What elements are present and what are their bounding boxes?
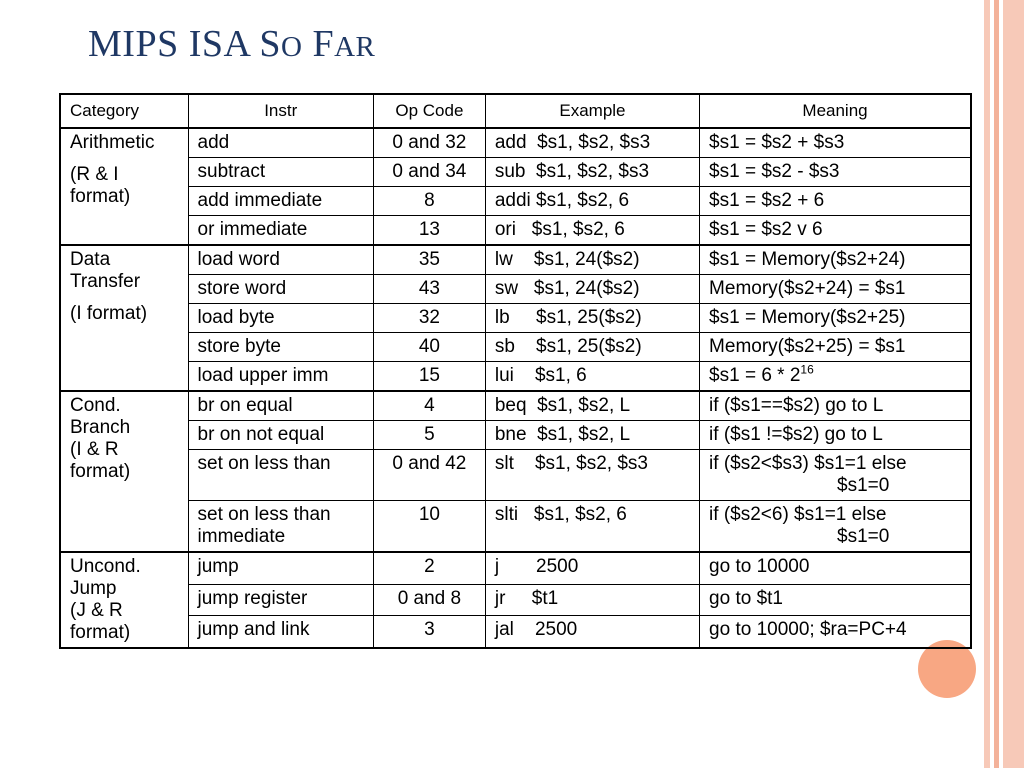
opcode-cell: 43 [373,275,485,304]
example-cell: sw $s1, 24($s2) [485,275,699,304]
meaning-text: Memory($s2+25) = $s1 [709,336,906,357]
table-row [60,304,971,333]
meaning-text-continued: $s1=0 [837,475,890,496]
table-row [60,616,971,648]
example-cell: lui $s1, 6 [485,362,699,392]
meaning-text: $s1 = $s2 - $s3 [709,161,840,182]
category-label: Branch [70,417,131,438]
meaning-cell [700,187,971,216]
opcode-cell: 5 [373,421,485,450]
opcode-cell: 0 and 8 [373,584,485,616]
meaning-cell [700,158,971,187]
meaning-cell [700,501,971,553]
header-meaning: Meaning [700,94,971,128]
table-row [60,450,971,501]
meaning-text: go to 10000; $ra=PC+4 [709,619,907,641]
opcode-cell: 0 and 34 [373,158,485,187]
meaning-cell [700,304,971,333]
table-row [60,584,971,616]
category-label: Arithmetic [70,132,155,153]
table-row [60,216,971,246]
decor-stripe [994,0,999,768]
category-label: Uncond. [70,556,141,577]
category-label: Cond. [70,395,121,416]
table-row [60,333,971,362]
opcode-cell: 3 [373,616,485,648]
meaning-text: $s1 = Memory($s2+25) [709,307,906,328]
meaning-cell [700,275,971,304]
category-cell [60,128,188,245]
category-label: format) [70,461,131,482]
category-label: (J & R [70,600,123,621]
meaning-text: if ($s1 !=$s2) go to L [709,424,883,445]
instr-cell: br on not equal [188,421,373,450]
instr-cell: br on equal [188,391,373,421]
example-cell: beq $s1, $s2, L [485,391,699,421]
meaning-cell [700,362,971,392]
table-row [60,552,971,584]
meaning-text: if ($s1==$s2) go to L [709,395,884,416]
meaning-cell [700,333,971,362]
instr-cell: add immediate [188,187,373,216]
example-cell: jal 2500 [485,616,699,648]
header-category: Category [60,94,188,128]
opcode-cell: 0 and 42 [373,450,485,501]
example-cell: slti $s1, $s2, 6 [485,501,699,553]
header-opcode: Op Code [373,94,485,128]
example-cell: j 2500 [485,552,699,584]
category-cell [60,391,188,552]
meaning-text: if ($s2<$s3) $s1=1 else [709,453,907,474]
meaning-text: $s1 = $s2 + $s3 [709,132,845,153]
category-cell [60,245,188,391]
header-example: Example [485,94,699,128]
meaning-text: if ($s2<6) $s1=1 else [709,504,887,525]
example-cell: add $s1, $s2, $s3 [485,128,699,158]
instr-cell: store word [188,275,373,304]
example-cell: slt $s1, $s2, $s3 [485,450,699,501]
opcode-cell: 32 [373,304,485,333]
table-row [60,421,971,450]
table-row [60,275,971,304]
meaning-cell [700,391,971,421]
instr-cell: set on less than immediate [188,501,373,553]
example-cell: addi $s1, $s2, 6 [485,187,699,216]
header-instr: Instr [188,94,373,128]
opcode-cell: 0 and 32 [373,128,485,158]
meaning-text: $s1 = Memory($s2+24) [709,249,906,270]
decor-stripe [984,0,990,768]
meaning-superscript: 16 [800,362,814,377]
table-row [60,245,971,275]
category-label: (I & R [70,439,119,460]
meaning-text: go to 10000 [709,556,810,577]
meaning-cell [700,216,971,246]
category-gap [70,154,179,164]
instr-cell: or immediate [188,216,373,246]
table-row [60,187,971,216]
isa-table [59,93,972,649]
meaning-cell [700,450,971,501]
table-row [60,501,971,553]
table-row [60,391,971,421]
instr-cell: add [188,128,373,158]
instr-cell: load word [188,245,373,275]
category-label: format) [70,622,131,643]
example-cell: jr $t1 [485,584,699,616]
category-cell [60,552,188,648]
category-format: (I format) [70,303,148,324]
category-gap [70,293,179,303]
meaning-cell [700,128,971,158]
header-row [60,94,971,128]
category-label: Jump [70,578,117,599]
category-label: Transfer [70,271,141,292]
meaning-text: $s1 = $s2 + 6 [709,190,825,211]
opcode-cell: 2 [373,552,485,584]
table-row [60,128,971,158]
example-cell: lb $s1, 25($s2) [485,304,699,333]
meaning-cell [700,584,971,616]
instr-cell: store byte [188,333,373,362]
meaning-text: go to $t1 [709,587,783,609]
meaning-cell [700,245,971,275]
opcode-cell: 40 [373,333,485,362]
example-cell: lw $s1, 24($s2) [485,245,699,275]
opcode-cell: 15 [373,362,485,392]
meaning-cell [700,616,971,648]
meaning-text: Memory($s2+24) = $s1 [709,278,906,299]
meaning-cell [700,552,971,584]
table-row [60,362,971,392]
meaning-text-continued: $s1=0 [837,526,890,547]
meaning-text: $s1 = 6 * 2 [709,365,801,386]
instr-cell: jump register [188,584,373,616]
decor-stripe [1003,0,1024,768]
instr-cell: jump and link [188,616,373,648]
meaning-text: $s1 = $s2 v 6 [709,219,823,240]
instr-cell: load byte [188,304,373,333]
instr-cell: load upper imm [188,362,373,392]
opcode-cell: 4 [373,391,485,421]
instr-cell: jump [188,552,373,584]
opcode-cell: 35 [373,245,485,275]
category-format: format) [70,186,131,207]
instr-cell: subtract [188,158,373,187]
category-format: (R & I [70,164,119,185]
opcode-cell: 8 [373,187,485,216]
meaning-cell [700,421,971,450]
example-cell: ori $s1, $s2, 6 [485,216,699,246]
opcode-cell: 10 [373,501,485,553]
slide-title: MIPS ISA SO FAR [88,23,376,65]
instr-cell: set on less than [188,450,373,501]
example-cell: sb $s1, 25($s2) [485,333,699,362]
category-label: Data [70,249,111,270]
example-cell: bne $s1, $s2, L [485,421,699,450]
example-cell: sub $s1, $s2, $s3 [485,158,699,187]
table-row [60,158,971,187]
opcode-cell: 13 [373,216,485,246]
